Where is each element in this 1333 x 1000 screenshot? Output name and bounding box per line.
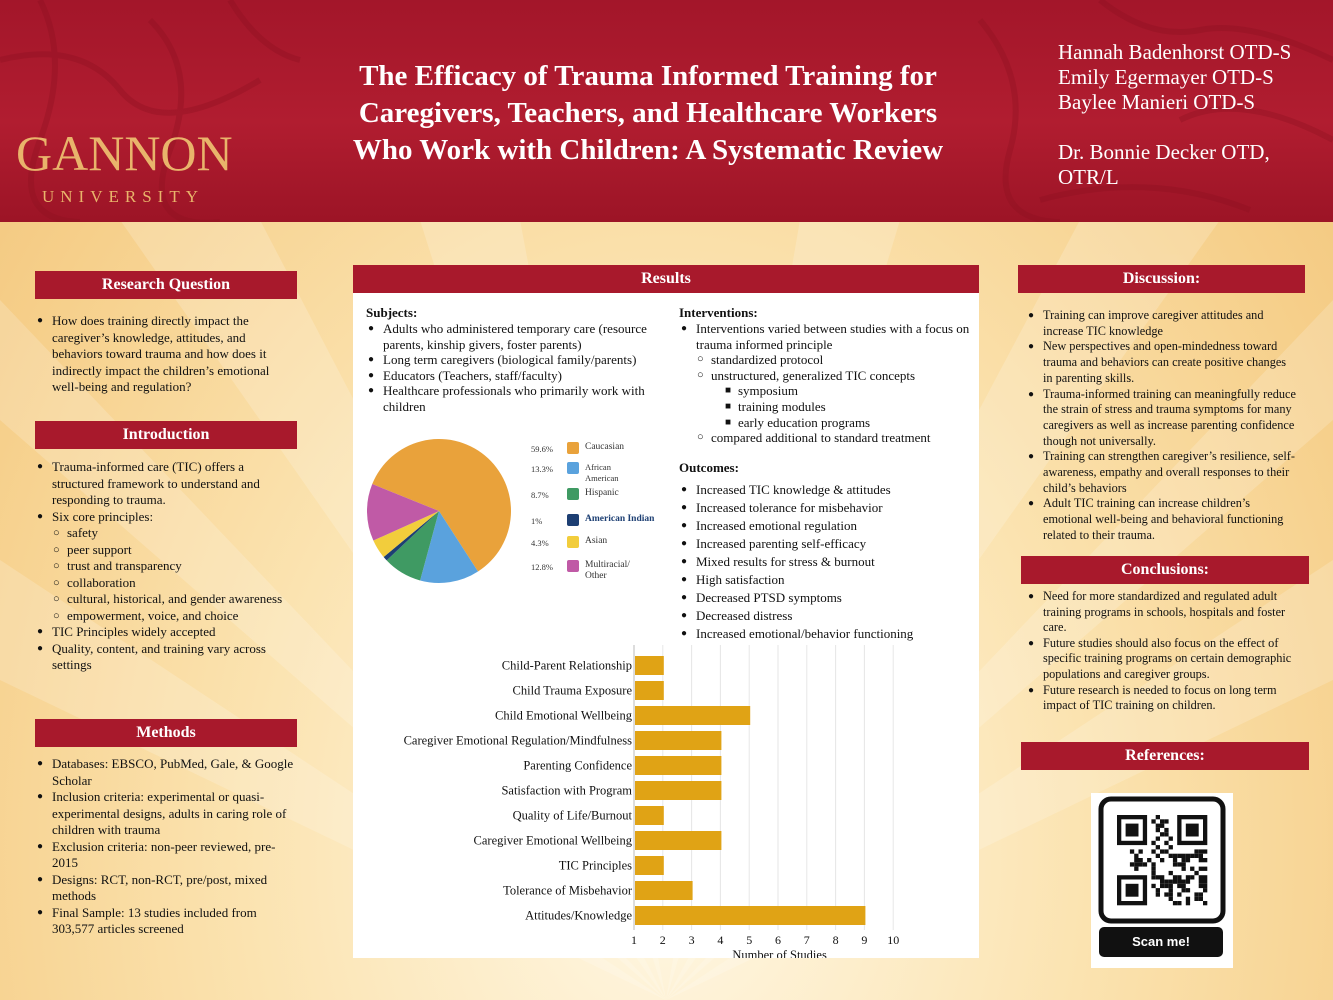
bar-category-label: Child-Parent Relationship	[501, 658, 632, 673]
pie-legend-pct: 4.3%	[531, 538, 549, 548]
discussion-item: ● Trauma-informed training can meaningfully reduce the strain of stress and trauma symptoms for many caregivers as well as increase parenting confidence though not universally.	[1026, 387, 1298, 450]
intervention-sub-item: ○ compared additional to standard treatment	[696, 430, 971, 446]
methods-item: ● Exclusion criteria: non-peer reviewed, pre-2015	[35, 839, 297, 872]
bar-satisfaction-with-program	[635, 781, 721, 800]
subject-item: ● Healthcare professionals who primarily work with children	[366, 383, 666, 414]
bar-tick-label: 5	[746, 933, 753, 947]
bar-tick-label: 9	[861, 933, 868, 947]
author-list	[1058, 40, 1333, 190]
conclusion-item: ● Future studies should also focus on the effect of specific training programs on certain demographic populations and caregiver groups.	[1026, 636, 1301, 683]
subjects-label: Subjects:	[366, 305, 418, 320]
conclusions-section	[1026, 589, 1301, 714]
principle-item: ○ cultural, historical, and gender awareness	[52, 591, 297, 608]
title-line: Who Work with Children: A Systematic Review	[352, 134, 944, 166]
intro-item	[35, 509, 297, 625]
pie-legend	[531, 441, 671, 591]
outcome-item: ● Increased emotional/behavior functioning	[679, 625, 971, 643]
intervention-sub-text: unstructured, generalized TIC concepts	[711, 367, 916, 383]
discussion-heading: Discussion:	[1018, 265, 1305, 293]
methods-item: ● Databases: EBSCO, PubMed, Gale, & Google Scholar	[35, 756, 297, 789]
bar-child-trauma-exposure	[635, 681, 664, 700]
conclusion-item: ● Future research is needed to focus on long term impact of TIC training on children.	[1026, 683, 1301, 714]
subject-item: ● Educators (Teachers, staff/faculty)	[366, 368, 666, 384]
methods-heading: Methods	[35, 719, 297, 747]
outcome-item: ● Decreased PTSD symptoms	[679, 589, 971, 607]
bar-category-label: Parenting Confidence	[523, 758, 632, 773]
conclusions-heading: Conclusions:	[1021, 556, 1309, 584]
bar-tick-label: 3	[688, 933, 695, 947]
bar-tick-label: 2	[659, 933, 666, 947]
pie-legend-pct: 13.3%	[531, 464, 553, 474]
research-question-heading: Research Question	[35, 271, 297, 299]
pie-legend-label: Multiracial/ Other	[585, 560, 630, 581]
intervention-item	[679, 321, 971, 446]
introduction-heading: Introduction	[35, 421, 297, 449]
results-section	[353, 293, 979, 958]
outcomes-block	[679, 460, 971, 643]
intro-item-text: Six core principles:	[52, 508, 154, 524]
pie-legend-pct: 59.6%	[531, 444, 553, 454]
title-line: The Efficacy of Trauma Informed Training for	[359, 60, 937, 92]
discussion-item: ● Training can strengthen caregiver’s resilience, self-awareness, empathy and overall responses to their child’s behaviors	[1026, 449, 1298, 496]
outcome-item: ● Increased parenting self-efficacy	[679, 535, 971, 553]
outcome-item: ● Increased tolerance for misbehavior	[679, 499, 971, 517]
bar-child-emotional-wellbeing	[635, 706, 750, 725]
results-heading: Results	[353, 265, 979, 293]
discussion-section	[1026, 308, 1298, 544]
bar-attitudes-knowledge	[635, 906, 865, 925]
interventions-block	[679, 305, 971, 446]
pie-legend-swatch	[567, 488, 579, 500]
pie-legend-pct: 8.7%	[531, 490, 549, 500]
pie-legend-swatch	[567, 536, 579, 548]
bar-child-parent-relationship	[635, 656, 664, 675]
pie-legend-pct: 1%	[531, 516, 543, 526]
bar-category-label: Quality of Life/Burnout	[512, 808, 632, 823]
interventions-label: Interventions:	[679, 305, 758, 320]
pie-legend-swatch	[567, 514, 579, 526]
demographics-pie-chart	[359, 433, 519, 603]
pie-legend-pct: 12.8%	[531, 562, 553, 572]
intervention-subsub-item: ■ symposium	[711, 383, 971, 399]
author-name: Baylee Manieri OTD-S	[1058, 90, 1256, 114]
bar-parenting-confidence	[635, 756, 721, 775]
outcome-item: ● Increased emotional regulation	[679, 517, 971, 535]
methods-section	[35, 756, 297, 938]
pie-legend-label: American Indian	[585, 514, 655, 524]
pie-legend-swatch	[567, 462, 579, 474]
outcome-item: ● Increased TIC knowledge & attitudes	[679, 481, 971, 499]
outcome-item: ● Mixed results for stress & burnout	[679, 553, 971, 571]
bar-category-label: TIC Principles	[558, 858, 632, 873]
bar-caregiver-emotional-wellbeing	[635, 831, 721, 850]
bar-tic-principles	[635, 856, 664, 875]
introduction-section	[35, 459, 297, 674]
principle-item: ○ safety	[52, 525, 297, 542]
methods-item: ● Inclusion criteria: experimental or quasi-experimental designs, adults in caring role of children with trauma	[35, 789, 297, 839]
pie-legend-label: Caucasian	[585, 442, 625, 452]
conclusion-item: ● Need for more standardized and regulated adult training programs in schools, hospitals and foster care.	[1026, 589, 1301, 636]
intro-item: ● Quality, content, and training vary across settings	[35, 641, 297, 674]
title-line: Caregivers, Teachers, and Healthcare Workers	[358, 97, 938, 129]
subject-item: ● Adults who administered temporary care (resource parents, kinship givers, foster parents)	[366, 321, 666, 352]
outcomes-bar-chart	[353, 641, 979, 958]
advisor-name: Dr. Bonnie Decker OTD,	[1058, 140, 1270, 164]
discussion-item: ● Adult TIC training can increase children’s emotional well-being and behavioral functioning related to their trauma.	[1026, 496, 1298, 543]
bar-tick-label: 6	[775, 933, 781, 947]
bar-category-label: Attitudes/Knowledge	[525, 908, 632, 923]
bar-tick-label: 1	[631, 933, 637, 947]
bar-tick-label: 4	[717, 933, 724, 947]
references-qr-card[interactable]	[1091, 793, 1233, 968]
poster-title	[318, 58, 978, 169]
discussion-item: ● Training can improve caregiver attitudes and increase TIC knowledge	[1026, 308, 1298, 339]
intervention-main-text: Interventions varied between studies with a focus on trauma informed principle	[696, 321, 970, 352]
bar-caregiver-emotional-regulation-mindfulness	[635, 731, 721, 750]
bar-x-axis-label: Number of Studies	[732, 948, 827, 958]
university-logo-sub: UNIVERSITY	[42, 187, 204, 206]
methods-item: ● Final Sample: 13 studies included from 303,577 articles screened	[35, 905, 297, 938]
pie-legend-label: Hispanic	[585, 488, 619, 498]
author-name: Emily Egermayer OTD-S	[1058, 65, 1274, 89]
outcome-item: ● Decreased distress	[679, 607, 971, 625]
outcomes-label: Outcomes:	[679, 460, 739, 475]
pie-legend-swatch	[567, 560, 579, 572]
poster-header	[0, 0, 1333, 222]
bar-category-label: Caregiver Emotional Regulation/Mindfulness	[403, 733, 632, 748]
references-heading: References:	[1021, 742, 1309, 770]
pie-legend-label: African American	[585, 462, 619, 483]
pie-legend-swatch	[567, 442, 579, 454]
research-question-text: ● How does training directly impact the caregiver’s knowledge, attitudes, and behaviors toward trauma and how does it indirectly impact the children’s emotional well-being and regulation?	[35, 313, 297, 396]
intervention-subsub-item: ■ early education programs	[711, 415, 971, 431]
university-logo-name: GANNON	[16, 125, 233, 181]
bar-tick-label: 8	[832, 933, 839, 947]
scan-me-label: Scan me!	[1099, 927, 1223, 957]
bar-tick-label: 10	[887, 933, 900, 947]
intervention-sub-item: ○ standardized protocol	[696, 352, 971, 368]
bar-tick-label: 7	[803, 933, 810, 947]
advisor-name: OTR/L	[1058, 165, 1119, 189]
discussion-item: ● New perspectives and open-mindedness toward trauma and behaviors can create positive changes in parenting skills.	[1026, 339, 1298, 386]
intervention-subsub-item: ■ training modules	[711, 399, 971, 415]
author-name: Hannah Badenhorst OTD-S	[1058, 40, 1292, 64]
methods-item: ● Designs: RCT, non-RCT, pre/post, mixed methods	[35, 872, 297, 905]
intro-item: ● TIC Principles widely accepted	[35, 624, 297, 641]
subject-item: ● Long term caregivers (biological family/parents)	[366, 352, 666, 368]
principle-item: ○ empowerment, voice, and choice	[52, 608, 297, 625]
bar-category-label: Child Emotional Wellbeing	[495, 708, 632, 723]
outcome-item: ● High satisfaction	[679, 571, 971, 589]
principle-item: ○ peer support	[52, 542, 297, 559]
subjects-block	[366, 305, 666, 414]
bar-category-label: Caregiver Emotional Wellbeing	[473, 833, 632, 848]
bar-tolerance-of-misbehavior	[635, 881, 693, 900]
intro-item: ● Trauma-informed care (TIC) offers a structured framework to understand and responding to trauma.	[35, 459, 297, 509]
bar-quality-of-life-burnout	[635, 806, 664, 825]
bar-category-label: Satisfaction with Program	[501, 783, 632, 798]
research-question-section	[35, 313, 297, 396]
principle-item: ○ trust and transparency	[52, 558, 297, 575]
principle-item: ○ collaboration	[52, 575, 297, 592]
bar-category-label: Tolerance of Misbehavior	[503, 883, 632, 898]
pie-legend-label: Asian	[585, 536, 608, 546]
intervention-sub-item	[696, 368, 971, 430]
bar-category-label: Child Trauma Exposure	[512, 683, 632, 698]
